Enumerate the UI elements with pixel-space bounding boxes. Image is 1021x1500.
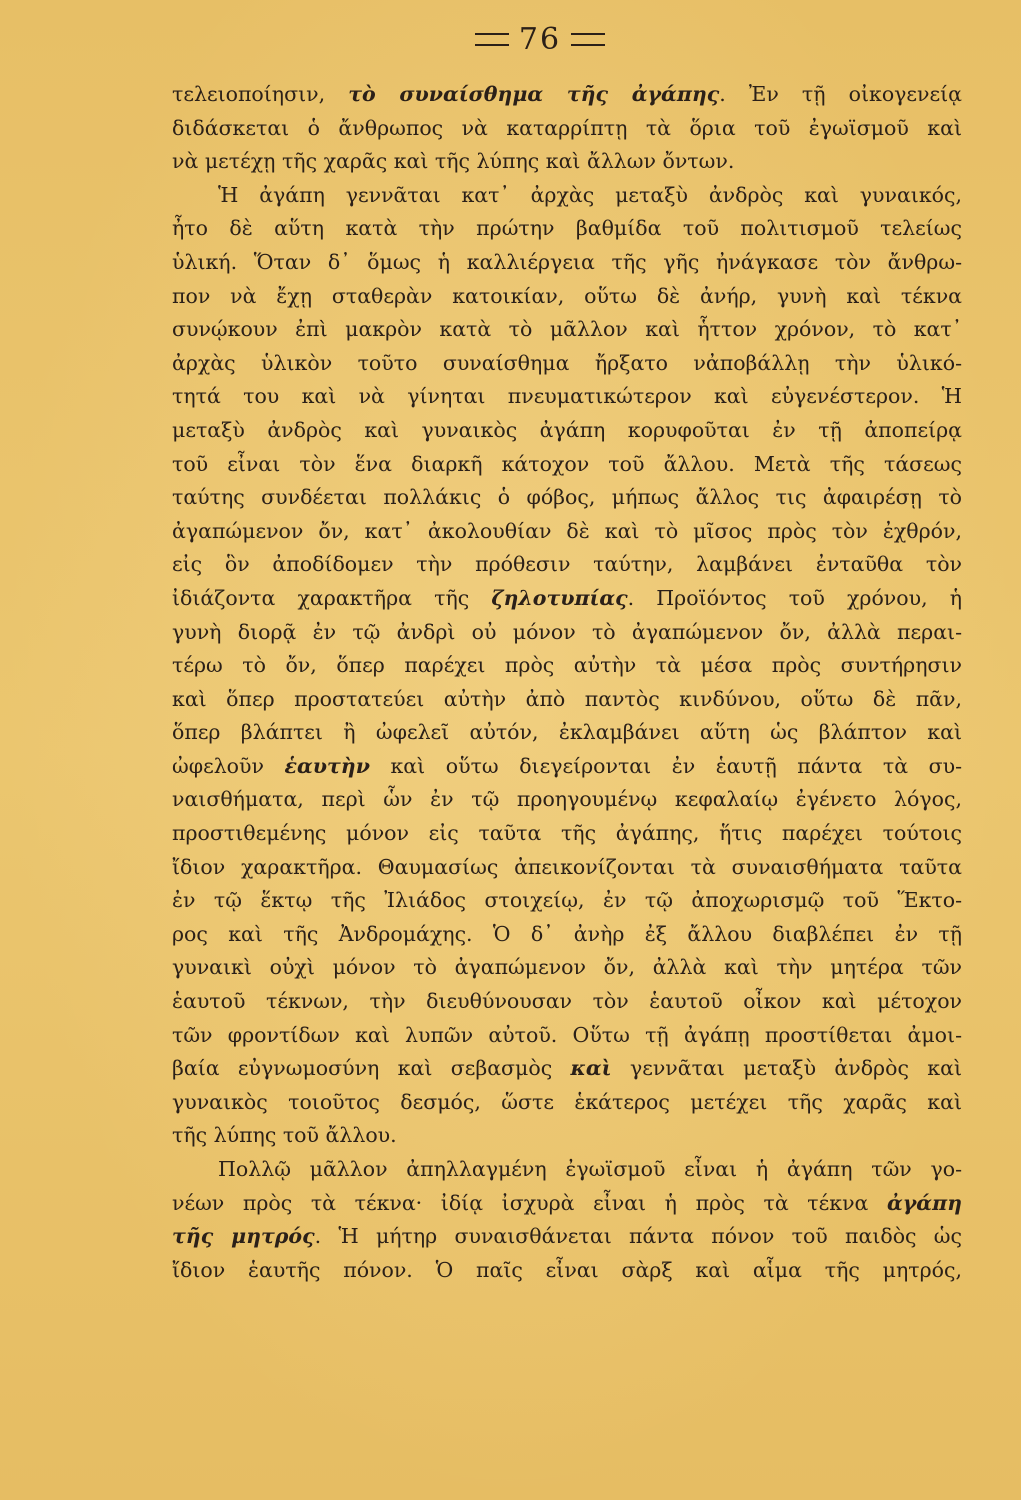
text-line: Πολλῷ μᾶλλον ἀπηλλαγμένη ἐγωϊσμοῦ εἶναι ἡ ἀγάπη τῶν γο- (218, 1157, 962, 1181)
text-line: τοῦ εἶναι τὸν ἕνα διαρκῆ κάτοχον τοῦ ἄλλου. Μετὰ τῆς τάσεως (172, 451, 962, 476)
text-line: γυνὴ διορᾷ ἐν τῷ ἀνδρὶ οὐ μόνον τὸ ἀγαπώμενον ὄν, ἀλλὰ περαι- (172, 619, 962, 644)
text-line: ἀρχὰς ὑλικὸν τοῦτο συναίσθημα ἤρξατο νἀποβάλλῃ τὴν ὑλικό- (172, 350, 962, 375)
text-line: ὠφελοῦν ἑαυτὴν καὶ οὕτω διεγείρονται ἐν ἑαυτῇ πάντα τὰ συ- (172, 753, 962, 778)
text-line: ταύτης συνδέεται πολλάκις ὁ φόβος, μήπως ἄλλος τις ἀφαιρέσῃ τὸ (172, 485, 962, 510)
text-line: διδάσκεται ὁ ἄνθρωπος νὰ καταρρίπτῃ τὰ ὅρια τοῦ ἐγωϊσμοῦ καὶ (172, 115, 962, 140)
text-line: νὰ μετέχῃ τῆς χαρᾶς καὶ τῆς λύπης καὶ ἄλλων ὄντων. (172, 149, 735, 174)
text-line: γυναικὸς τοιοῦτος δεσμός, ὥστε ἑκάτερος μετέχει τῆς χαρᾶς καὶ (172, 1089, 962, 1114)
text-line: τελειοποίησιν, τὸ συναίσθημα τῆς ἀγάπης. Ἐν τῇ οἰκογενείᾳ (172, 82, 962, 106)
text-line: γυναικὶ οὐχὶ μόνον τὸ ἀγαπώμενον ὄν, ἀλλὰ καὶ τὴν μητέρα τῶν (172, 955, 962, 980)
text-line: ναισθήματα, περὶ ὧν ἐν τῷ προηγουμένῳ κεφαλαίῳ ἐγένετο λόγος, (172, 787, 962, 812)
text-line: ἦτο δὲ αὕτη κατὰ τὴν πρώτην βαθμίδα τοῦ πολιτισμοῦ τελείως (172, 216, 962, 241)
page-number-right-rule (571, 33, 605, 46)
text-line: Ἡ ἀγάπη γεννᾶται κατ᾽ ἀρχὰς μεταξὺ ἀνδρὸς καὶ γυναικός, (218, 182, 962, 207)
page-number-left-rule (475, 33, 509, 46)
text-line: ὑλική. Ὅταν δ᾽ ὅμως ἡ καλλιέργεια τῆς γῆς ἠνάγκασε τὸν ἄνθρω- (172, 249, 962, 274)
page-number (0, 22, 1021, 57)
text-line: τῆς λύπης τοῦ ἄλλου. (172, 1123, 397, 1148)
text-line: νέων πρὸς τὰ τέκνα· ἰδίᾳ ἰσχυρὰ εἶναι ἡ πρὸς τὰ τέκνα ἀγάπη (172, 1190, 962, 1215)
text-line: ρος καὶ τῆς Ἀνδρομάχης. Ὁ δ᾽ ἀνὴρ ἐξ ἄλλου διαβλέπει ἐν τῇ (172, 921, 962, 946)
text-line: ἑαυτοῦ τέκνων, τὴν διευθύνουσαν τὸν ἑαυτοῦ οἶκον καὶ μέτοχον (172, 989, 962, 1014)
text-line: συνῴκουν ἐπὶ μακρὸν κατὰ τὸ μᾶλλον καὶ ἧττον χρόνον, τὸ κατ᾽ (172, 317, 962, 342)
text-line: καὶ ὅπερ προστατεύει αὐτὴν ἀπὸ παντὸς κινδύνου, οὕτω δὲ πᾶν, (172, 686, 962, 711)
text-line: βαία εὐγνωμοσύνη καὶ σεβασμὸς καὶ γεννᾶται μεταξὺ ἀνδρὸς καὶ (172, 1056, 962, 1081)
text-line: ἀγαπώμενον ὄν, κατ᾽ ἀκολουθίαν δὲ καὶ τὸ μῖσος πρὸς τὸν ἐχθρόν, (172, 518, 962, 543)
text-line: τέρω τὸ ὄν, ὅπερ παρέχει πρὸς αὐτὴν τὰ μέσα πρὸς συντήρησιν (172, 653, 962, 678)
text-line: προστιθεμένης μόνον εἰς ταῦτα τῆς ἀγάπης, ἥτις παρέχει τούτοις (172, 821, 962, 846)
text-line: ἐν τῷ ἕκτῳ τῆς Ἰλιάδος στοιχείῳ, ἐν τῷ ἀποχωρισμῷ τοῦ Ἕκτο- (172, 888, 962, 913)
text-line: ἰδιάζοντα χαρακτῆρα τῆς ζηλοτυπίας. Προϊόντος τοῦ χρόνου, ἡ (172, 585, 962, 610)
text-line: μεταξὺ ἀνδρὸς καὶ γυναικὸς ἀγάπη κορυφοῦται ἐν τῇ ἀποπείρᾳ (172, 417, 962, 442)
text-line: τῶν φροντίδων καὶ λυπῶν αὐτοῦ. Οὕτω τῇ ἀγάπῃ προστίθεται ἀμοι- (172, 1022, 962, 1047)
text-line: ὅπερ βλάπτει ἢ ὠφελεῖ αὐτόν, ἐκλαμβάνει αὕτη ὡς βλάπτον καὶ (172, 720, 962, 745)
body-text (172, 78, 962, 1287)
page-number-value: 76 (518, 22, 562, 57)
text-line: ἴδιον χαρακτῆρα. Θαυμασίως ἀπεικονίζονται τὰ συναισθήματα ταῦτα (172, 854, 962, 879)
text-line: τῆς μητρός. Ἡ μήτηρ συναισθάνεται πάντα πόνον τοῦ παιδὸς ὡς (172, 1224, 962, 1249)
text-line: τητά του καὶ νὰ γίνηται πνευματικώτερον καὶ εὐγενέστερον. Ἡ (172, 384, 962, 409)
text-line: πον νὰ ἔχῃ σταθερὰν κατοικίαν, οὕτω δὲ ἀνήρ, γυνὴ καὶ τέκνα (172, 283, 962, 308)
text-line: ἴδιον ἑαυτῆς πόνον. Ὁ παῖς εἶναι σὰρξ καὶ αἷμα τῆς μητρός, (172, 1257, 962, 1282)
text-line: εἰς ὃν ἀποδίδομεν τὴν πρόθεσιν ταύτην, λαμβάνει ἐνταῦθα τὸν (172, 552, 962, 577)
